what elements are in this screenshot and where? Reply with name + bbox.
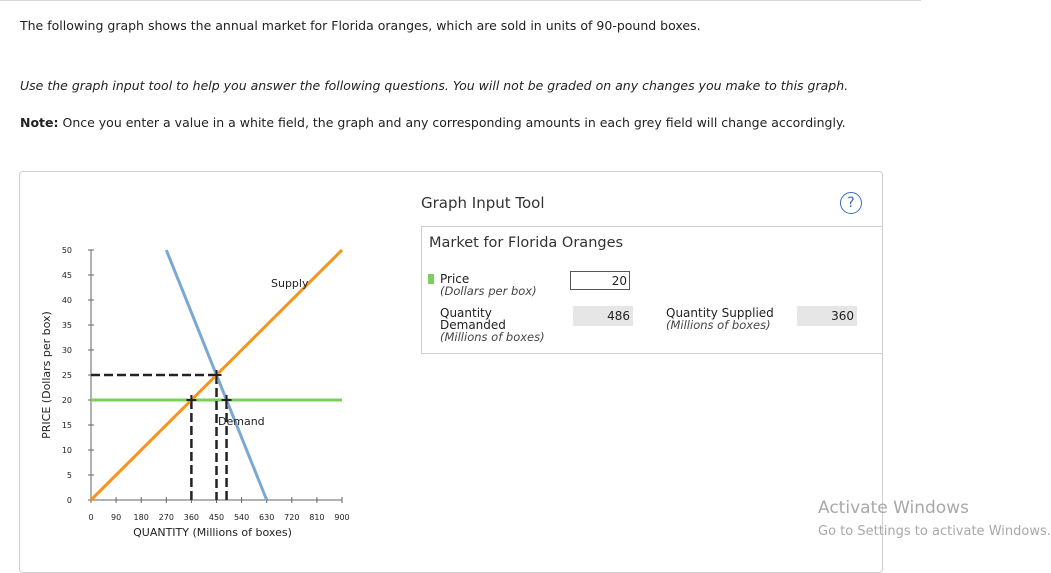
qd-unit: (Millions of boxes) [440,330,545,344]
y-tick-label: 5 [66,471,72,480]
x-tick-label: 810 [309,513,325,522]
demand-label: Demand [218,415,265,428]
y-tick-label: 30 [61,346,72,355]
price-label: Price [440,272,470,286]
y-tick-label: 50 [61,246,72,255]
qd-label-line2: Demanded [440,318,506,332]
y-tick-label: 45 [61,271,72,280]
qs-label: Quantity Supplied [666,306,774,320]
y-tick-label: 15 [61,421,72,430]
x-tick-label: 540 [233,513,250,522]
note-body: Once you enter a value in a white field, the graph and any corresponding amounts in each grey field will change accordingly. [58,115,846,130]
x-tick-label: 720 [284,513,300,522]
x-tick-label: 900 [334,513,350,522]
x-tick-label: 90 [111,513,122,522]
x-axis-label: QUANTITY (Millions of boxes) [133,526,292,539]
x-tick-label: 450 [208,513,225,522]
qs-unit: (Millions of boxes) [666,318,771,332]
x-tick-label: 360 [183,513,200,522]
x-tick-label: 630 [259,513,275,522]
price-unit: (Dollars per box) [440,284,537,298]
price-swatch [428,274,434,284]
instructions-text: Use the graph input tool to help you answer the following questions. You will not be graded on any changes you make to this graph. [20,78,849,93]
graph-input-tool-title: Graph Input Tool [421,194,545,212]
intro-text: The following graph shows the annual market for Florida oranges, which are sold in units of 90-pound boxes. [20,18,701,33]
y-tick-label: 0 [66,496,72,505]
y-tick-label: 35 [61,321,72,330]
x-tick-label: 270 [158,513,174,522]
quantity-demanded-field: 486 [573,306,633,326]
y-tick-label: 40 [61,296,72,305]
y-tick-label: 20 [61,396,72,405]
y-tick-label: 25 [61,371,72,380]
x-tick-label: 180 [133,513,149,522]
x-tick-label: 0 [88,513,94,522]
supply-label: Supply [271,277,309,290]
watermark-line1: Activate Windows [818,498,969,518]
qd-label-line1: Quantity [440,306,492,320]
market-title: Market for Florida Oranges [429,235,624,251]
watermark-line2: Go to Settings to activate Windows. [818,524,1051,539]
quantity-supplied-field: 360 [797,306,857,326]
help-icon[interactable]: ? [840,192,862,214]
y-tick-label: 10 [61,446,72,455]
y-axis-label: PRICE (Dollars per box) [40,311,53,439]
price-input[interactable]: 20 [570,271,630,290]
note-label: Note: [20,115,59,130]
